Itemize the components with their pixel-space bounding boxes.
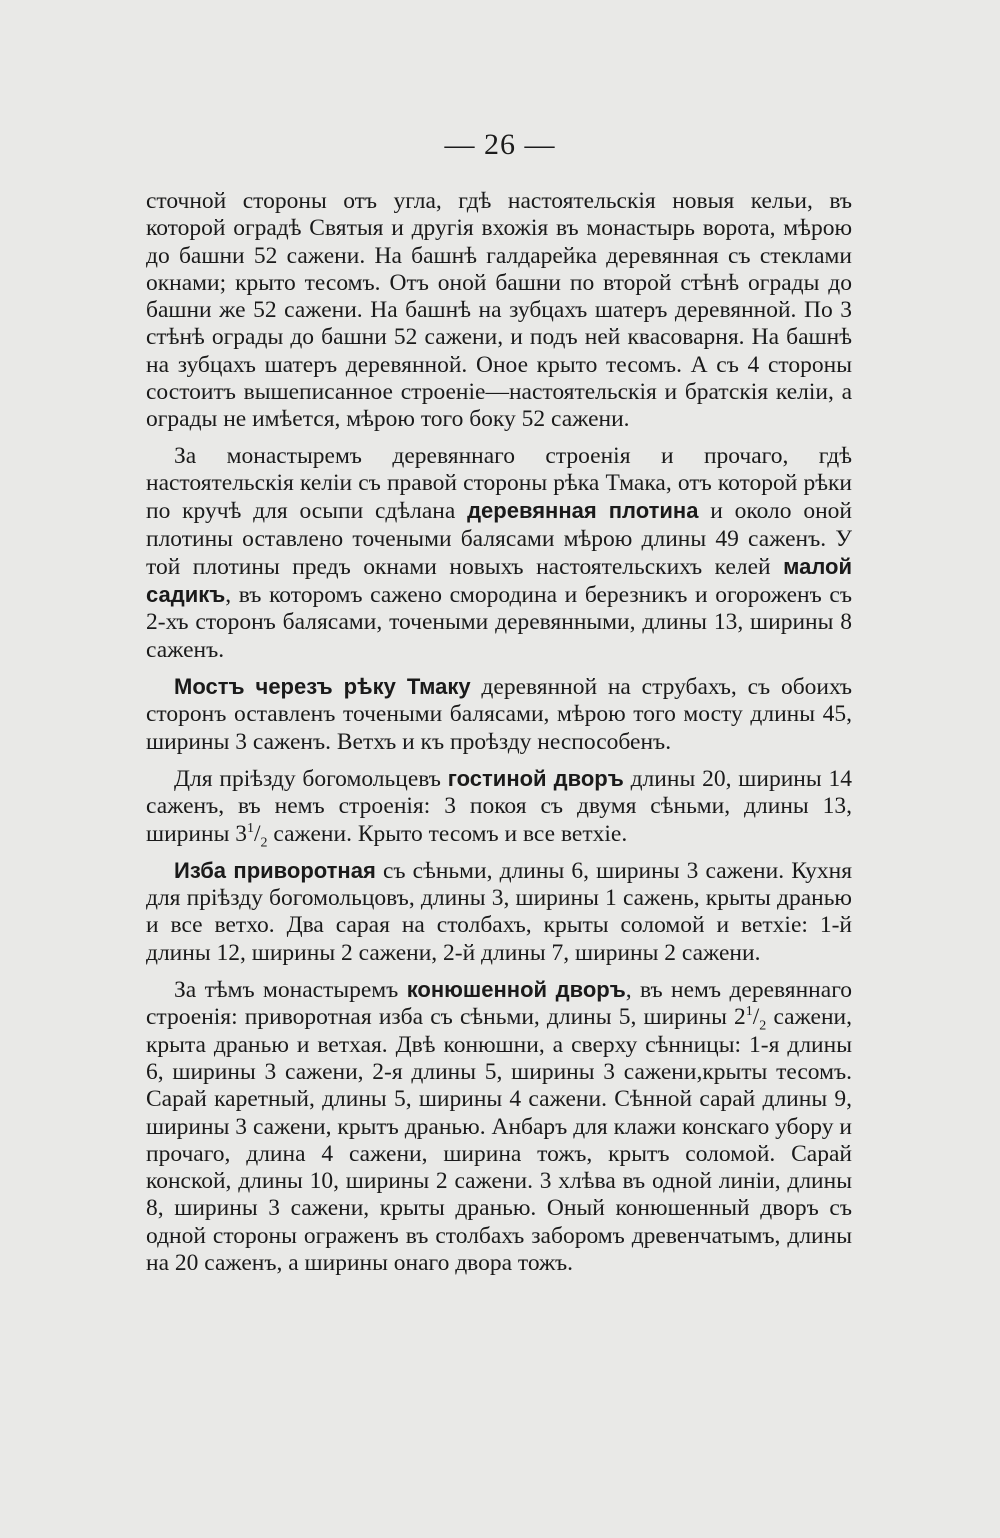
paragraph: [146, 188, 852, 434]
text-run: сточной стороны отъ угла, гдѣ настоятельскія новыя кельи, въ которой оградѣ Святыя и другія вхожія въ монастырь ворота, мѣрою до башни 52 сажени. На башнѣ галдарейка деревянная съ стеклами окнами; крыто тесомъ. Отъ оной башни по второй стѣнѣ ограды до башни же 52 сажени. На башнѣ на зубцахъ шатеръ деревянной. По 3 стѣнѣ ограды до башни 52 сажени, и подъ ней квасоварня. На башнѣ на зубцахъ шатеръ деревянной. Оное крыто тесомъ. А съ 4 стороны состоитъ вышеписанное строеніе—настоятельскія и братскія келіи, а ограды не имѣется, мѣрою того боку 52 сажени.: [146, 188, 852, 433]
bold-phrase: малой садикъ: [146, 553, 852, 608]
text-run: 1: [247, 820, 254, 836]
text-run: длины 20, ширины 14 саженъ, въ немъ строенія: 3 покоя съ двумя сѣньми, длины 13, ширины 3: [146, 765, 852, 847]
text-run: съ сѣньми, длины 6, ширины 3 сажени. Кухня для пріѣзду богомольцовъ, длины 3, ширины 1 сажень, крыты дранью и все ветхо. Два сарая на столбахъ, крыты соломой и ветхіе: 1-й длины 12, ширины 2 сажени, 2-й длины 7, ширины 2 сажени.: [146, 857, 852, 966]
text-run: сажени. Крыто тесомъ и все ветхіе.: [267, 820, 628, 847]
paragraph: [146, 976, 852, 1277]
paragraph: [146, 673, 852, 756]
body-text: [146, 188, 852, 1277]
bold-phrase: Мостъ черезъ рѣку Тмаку: [174, 674, 471, 700]
text-run: 2: [759, 1019, 767, 1034]
text-run: 1: [745, 1004, 753, 1020]
text-run: За монастыремъ деревяннаго строенія и прочаго, гдѣ настоятельскія келіи съ правой стороны рѣка Тмака, отъ которой рѣки по кручѣ для осыпи сдѣлана: [146, 442, 852, 525]
text-run: 2: [260, 835, 268, 851]
text-run: , въ которомъ сажено смородина и березникъ и огороженъ съ 2-хъ сторонъ балясами, точеными деревянными, длины 13, ширины 8 саженъ.: [146, 582, 852, 663]
text-run: , въ немъ деревяннаго строенія: приворотная изба съ сѣньми, длины 5, ширины 2: [146, 977, 852, 1031]
bold-phrase: конюшенной дворъ: [406, 977, 626, 1003]
text-run: /: [254, 820, 261, 847]
text-run: /: [752, 1004, 760, 1031]
bold-phrase: деревянная плотина: [467, 498, 699, 524]
text-run: За тѣмъ монастыремъ: [174, 977, 407, 1004]
page-number: — 26 —: [444, 128, 556, 161]
bold-phrase: Изба приворотная: [174, 857, 376, 883]
text-run: Для пріѣзду богомольцевъ: [174, 765, 448, 792]
paragraph: [146, 443, 852, 664]
paragraph: [146, 765, 852, 851]
bold-phrase: гостиной дворъ: [447, 765, 624, 791]
text-run: сажени, крыта дранью и ветхая. Двѣ конюшни, а сверху сѣнницы: 1-я длины 6, ширины 3 сажени, 2-я длины 5, ширины 3 сажени,крыты тесомъ. Сарай каретный, длины 5, ширины 4 сажени. Сѣнной сарай длины 9, ширины 3 сажени, крытъ дранью. Анбаръ для клажи конскаго убору и прочаго, длина 4 сажени, ширина тожъ, крытъ соломой. Сарай конской, длины 10, ширины 2 сажени. 3 хлѣва въ одной линіи, длины 8, ширины 3 сажени, крыты дранью. Оный конюшенный дворъ съ одной стороны огражeнъ въ столбахъ заборомъ древенчатымъ, длины на 20 саженъ, а ширины онаго двора тожъ.: [146, 1004, 852, 1276]
text-run: деревянной на струбахъ, съ обоихъ сторонъ оставленъ точеными балясами, мѣрою того мосту длины 45, ширины 3 саженъ. Ветхъ и къ проѣзду неспособенъ.: [146, 674, 852, 755]
text-run: и около оной плотины оставлено точеными балясами мѣрою длины 49 саженъ. У той плотины предъ окнами новыхъ настоятельскихъ келей: [146, 498, 852, 580]
paragraph: [146, 857, 852, 967]
